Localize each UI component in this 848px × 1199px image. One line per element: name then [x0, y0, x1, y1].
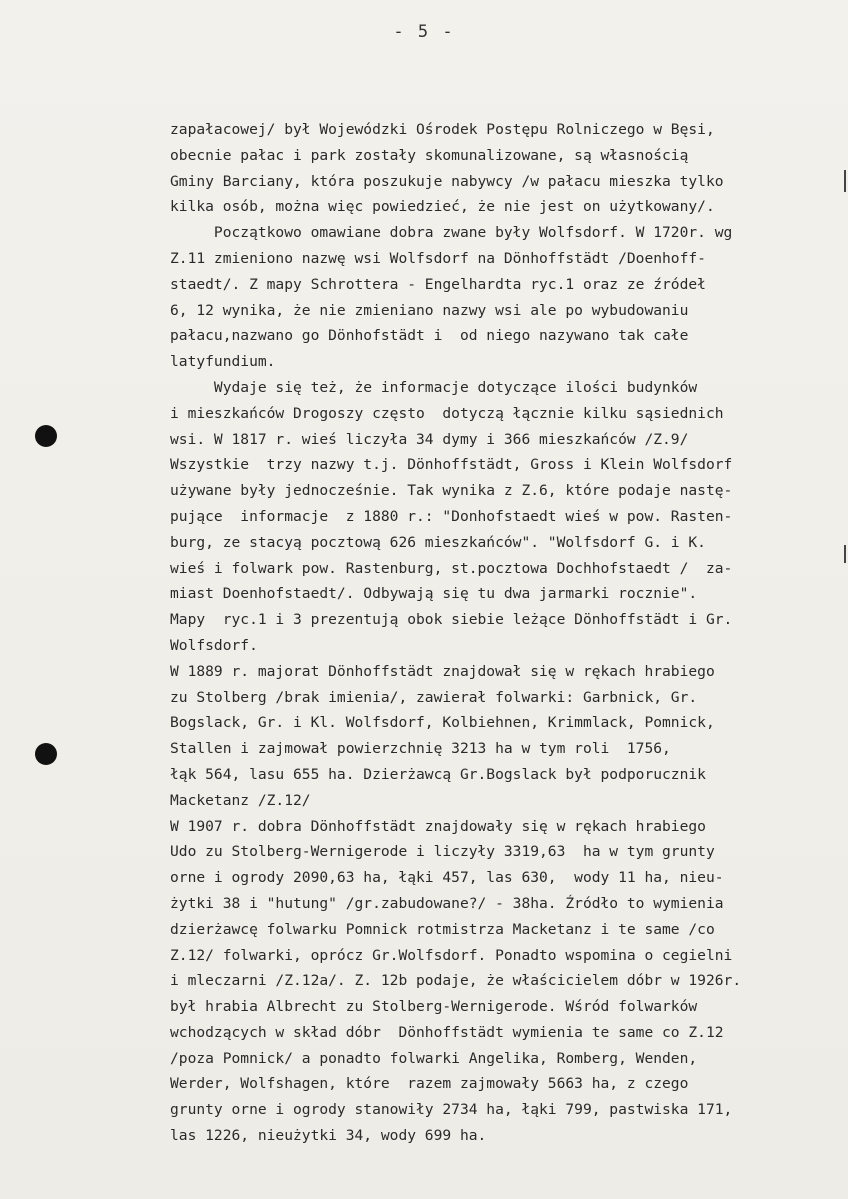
page-number: - 5 - — [393, 22, 455, 42]
text-line: burg, ze stacyą pocztową 626 mieszkańców". "Wolfsdorf G. i K. — [170, 533, 706, 551]
text-line: Z.12/ folwarki, oprócz Gr.Wolfsdorf. Ponadto wspomina o cegielni — [170, 946, 733, 964]
punch-hole — [35, 743, 57, 765]
text-line: i mleczarni /Z.12a/. Z. 12b podaje, że właścicielem dóbr w 1926r. — [170, 972, 742, 990]
text-line: Werder, Wolfshagen, które razem zajmowały 5663 ha, z czego — [170, 1075, 689, 1093]
text-line: Mapy ryc.1 i 3 prezentują obok siebie leżące Dönhoffstädt i Gr. — [170, 611, 733, 629]
text-line: W 1889 r. majorat Dönhoffstädt znajdował się w rękach hrabiego — [170, 662, 715, 680]
text-line: był hrabia Albrecht zu Stolberg-Wernigerode. Wśród folwarków — [170, 998, 698, 1016]
text-line: wchodzących w skład dóbr Dönhoffstädt wymienia te same co Z.12 — [170, 1023, 724, 1041]
text-line: łąk 564, lasu 655 ha. Dzierżawcą Gr.Bogslack był podporucznik — [170, 765, 706, 783]
text-line: Początkowo omawiane dobra zwane były Wolfsdorf. W 1720r. wg — [170, 224, 733, 242]
text-line: Udo zu Stolberg-Wernigerode i liczyły 3319,63 ha w tym grunty — [170, 843, 715, 861]
text-line: Wolfsdorf. — [170, 636, 258, 654]
text-line: zu Stolberg /brak imienia/, zawierał folwarki: Garbnick, Gr. — [170, 688, 698, 706]
margin-mark — [844, 170, 846, 192]
text-line: Macketanz /Z.12/ — [170, 791, 311, 809]
text-line: staedt/. Z mapy Schrottera - Engelhardta ryc.1 oraz ze źródeł — [170, 275, 706, 293]
text-line: miast Doenhofstaedt/. Odbywają się tu dwa jarmarki rocznie". — [170, 585, 698, 603]
text-line: pujące informacje z 1880 r.: "Donhofstaedt wieś w pow. Rasten- — [170, 507, 733, 525]
margin-mark — [844, 545, 846, 563]
text-line: Bogslack, Gr. i Kl. Wolfsdorf, Kolbiehnen, Krimmlack, Pomnick, — [170, 714, 715, 732]
punch-hole — [35, 425, 57, 447]
text-line: dzierżawcę folwarku Pomnick rotmistrza Macketanz i te same /co — [170, 920, 715, 938]
text-line: wsi. W 1817 r. wieś liczyła 34 dymy i 366 mieszkańców /Z.9/ — [170, 430, 689, 448]
text-line: Gminy Barciany, która poszukuje nabywcy /w pałacu mieszka tylko — [170, 172, 724, 190]
text-line: kilka osób, można więc powiedzieć, że nie jest on użytkowany/. — [170, 198, 715, 216]
text-line: 6, 12 wynika, że nie zmieniano nazwy wsi ale po wybudowaniu — [170, 301, 689, 319]
text-line: obecnie pałac i park zostały skomunalizowane, są własnością — [170, 146, 689, 164]
text-line: Stallen i zajmował powierzchnię 3213 ha w tym roli 1756, — [170, 740, 671, 758]
text-line: latyfundium. — [170, 353, 276, 371]
text-line: Wszystkie trzy nazwy t.j. Dönhoffstädt, Gross i Klein Wolfsdorf — [170, 456, 733, 474]
text-line: Wydaje się też, że informacje dotyczące ilości budynków — [170, 378, 698, 396]
text-line: i mieszkańców Drogoszy często dotyczą łącznie kilku sąsiednich — [170, 404, 724, 422]
text-line: pałacu,nazwano go Dönhofstädt i od niego nazywano tak całe — [170, 327, 689, 345]
text-line: grunty orne i ogrody stanowiły 2734 ha, łąki 799, pastwiska 171, — [170, 1101, 733, 1119]
text-line: żytki 38 i "hutung" /gr.zabudowane?/ - 38ha. Źródło to wymienia — [170, 894, 724, 912]
text-line: orne i ogrody 2090,63 ha, łąki 457, las 630, wody 11 ha, nieu- — [170, 869, 724, 887]
text-line: wieś i folwark pow. Rastenburg, st.pocztowa Dochhofstaedt / za- — [170, 559, 733, 577]
text-line: /poza Pomnick/ a ponadto folwarki Angelika, Romberg, Wenden, — [170, 1049, 698, 1067]
text-line: zapałacowej/ był Wojewódzki Ośrodek Postępu Rolniczego w Bęsi, — [170, 121, 715, 138]
text-line: W 1907 r. dobra Dönhoffstädt znajdowały się w rękach hrabiego — [170, 817, 706, 835]
body-text — [170, 117, 840, 1149]
text-line: las 1226, nieużytki 34, wody 699 ha. — [170, 1127, 487, 1145]
text-line: Z.11 zmieniono nazwę wsi Wolfsdorf na Dönhoffstädt /Doenhoff- — [170, 249, 706, 267]
text-line: używane były jednocześnie. Tak wynika z Z.6, które podaje nastę- — [170, 482, 733, 500]
